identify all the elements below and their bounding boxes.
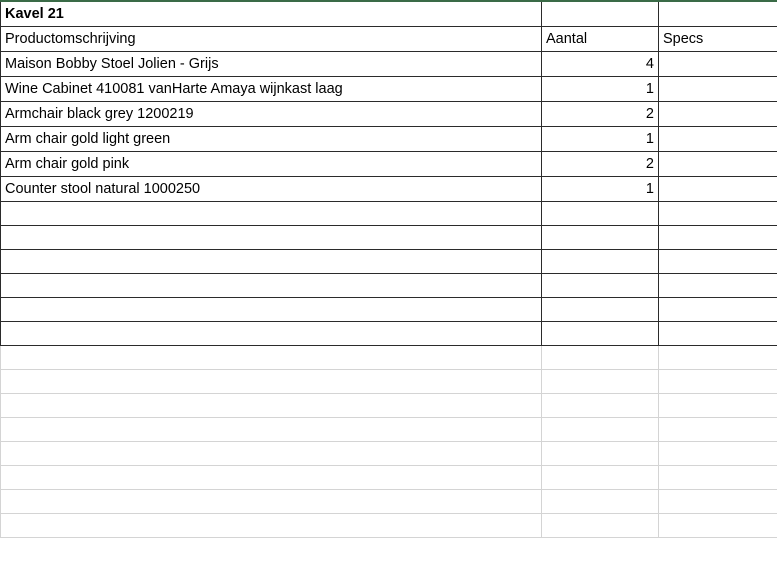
- cell-description[interactable]: Arm chair gold pink: [1, 152, 542, 177]
- cell-description[interactable]: [1, 394, 542, 418]
- cell-quantity[interactable]: [542, 490, 659, 514]
- cell-quantity[interactable]: 1: [542, 77, 659, 102]
- table-row-empty: [1, 274, 777, 298]
- cell-specs[interactable]: [659, 298, 777, 322]
- cell-description[interactable]: Wine Cabinet 410081 vanHarte Amaya wijnkast laag: [1, 77, 542, 102]
- title-row-specs-cell[interactable]: [659, 1, 777, 27]
- cell-quantity[interactable]: 1: [542, 127, 659, 152]
- table-row-empty: [1, 322, 777, 346]
- grid-row-blank: [1, 442, 777, 466]
- cell-specs[interactable]: [659, 442, 777, 466]
- cell-specs[interactable]: [659, 52, 777, 77]
- column-header-quantity[interactable]: Aantal: [542, 27, 659, 52]
- cell-description[interactable]: [1, 442, 542, 466]
- cell-quantity[interactable]: [542, 226, 659, 250]
- cell-specs[interactable]: [659, 152, 777, 177]
- cell-specs[interactable]: [659, 514, 777, 538]
- column-header-description[interactable]: Productomschrijving: [1, 27, 542, 52]
- cell-specs[interactable]: [659, 394, 777, 418]
- cell-specs[interactable]: [659, 177, 777, 202]
- table-row: [1, 102, 777, 127]
- grid-row-blank: [1, 490, 777, 514]
- cell-quantity[interactable]: 1: [542, 177, 659, 202]
- cell-quantity[interactable]: 2: [542, 102, 659, 127]
- cell-specs[interactable]: [659, 77, 777, 102]
- cell-quantity[interactable]: [542, 250, 659, 274]
- title-row-qty-cell[interactable]: [542, 1, 659, 27]
- column-header-specs[interactable]: Specs: [659, 27, 777, 52]
- table-row: [1, 127, 777, 152]
- table-header-row: [1, 27, 777, 52]
- cell-specs[interactable]: [659, 346, 777, 370]
- cell-specs[interactable]: [659, 202, 777, 226]
- cell-specs[interactable]: [659, 127, 777, 152]
- grid-row-blank: [1, 394, 777, 418]
- cell-specs[interactable]: [659, 370, 777, 394]
- cell-description[interactable]: [1, 346, 542, 370]
- cell-description[interactable]: [1, 274, 542, 298]
- cell-quantity[interactable]: 2: [542, 152, 659, 177]
- table-row: [1, 152, 777, 177]
- table-row-empty: [1, 202, 777, 226]
- cell-description[interactable]: [1, 322, 542, 346]
- cell-quantity[interactable]: [542, 418, 659, 442]
- cell-description[interactable]: Armchair black grey 1200219: [1, 102, 542, 127]
- cell-description[interactable]: [1, 298, 542, 322]
- cell-description[interactable]: [1, 490, 542, 514]
- lot-title-cell[interactable]: Kavel 21: [1, 1, 542, 27]
- grid-row-blank: [1, 514, 777, 538]
- cell-quantity[interactable]: [542, 298, 659, 322]
- cell-description[interactable]: Maison Bobby Stoel Jolien - Grijs: [1, 52, 542, 77]
- cell-description[interactable]: [1, 370, 542, 394]
- grid-row-blank: [1, 466, 777, 490]
- cell-quantity[interactable]: [542, 346, 659, 370]
- grid-row-blank: [1, 346, 777, 370]
- cell-description[interactable]: [1, 466, 542, 490]
- grid-row-blank: [1, 370, 777, 394]
- table-row: [1, 52, 777, 77]
- cell-quantity[interactable]: 4: [542, 52, 659, 77]
- cell-quantity[interactable]: [542, 394, 659, 418]
- cell-description[interactable]: [1, 514, 542, 538]
- cell-description[interactable]: [1, 418, 542, 442]
- cell-quantity[interactable]: [542, 442, 659, 466]
- table-row-empty: [1, 298, 777, 322]
- table-row: [1, 77, 777, 102]
- cell-description[interactable]: [1, 226, 542, 250]
- cell-specs[interactable]: [659, 322, 777, 346]
- cell-quantity[interactable]: [542, 202, 659, 226]
- cell-specs[interactable]: [659, 274, 777, 298]
- cell-specs[interactable]: [659, 250, 777, 274]
- grid-row-blank: [1, 418, 777, 442]
- cell-quantity[interactable]: [542, 514, 659, 538]
- table-row: [1, 177, 777, 202]
- cell-specs[interactable]: [659, 226, 777, 250]
- cell-description[interactable]: Arm chair gold light green: [1, 127, 542, 152]
- cell-description[interactable]: [1, 250, 542, 274]
- table-row-empty: [1, 226, 777, 250]
- cell-specs[interactable]: [659, 418, 777, 442]
- cell-quantity[interactable]: [542, 322, 659, 346]
- cell-description[interactable]: [1, 202, 542, 226]
- cell-quantity[interactable]: [542, 274, 659, 298]
- cell-specs[interactable]: [659, 490, 777, 514]
- table-title-row: [1, 1, 777, 27]
- cell-description[interactable]: Counter stool natural 1000250: [1, 177, 542, 202]
- cell-specs[interactable]: [659, 466, 777, 490]
- cell-quantity[interactable]: [542, 370, 659, 394]
- table-row-empty: [1, 250, 777, 274]
- cell-quantity[interactable]: [542, 466, 659, 490]
- cell-specs[interactable]: [659, 102, 777, 127]
